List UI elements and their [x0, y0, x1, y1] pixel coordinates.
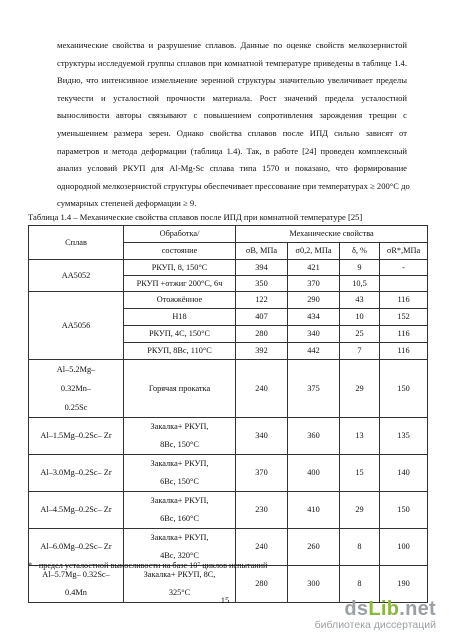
- table-row: [29, 260, 428, 276]
- cell-sf: [380, 276, 428, 292]
- cell-d: 43: [340, 292, 380, 309]
- cell-sf: 116: [380, 326, 428, 343]
- cell-s02: 290: [288, 292, 340, 309]
- header-sigma-02: σ0,2, МПа: [288, 243, 340, 260]
- paragraph-line: структуры исследуемой группы сплавов при комнатной температуре приведены в таблице 1.4.: [57, 57, 407, 68]
- cell-alloy: Al–1.5Mg–0.2Sc– Zr: [29, 418, 124, 455]
- cell-processing: Закалка+ РКУП, 4Вс, 320°С: [124, 529, 236, 566]
- cell-s02: 442: [288, 343, 340, 360]
- table-row: [29, 492, 428, 529]
- cell-processing: Горячая прокатка: [124, 360, 236, 418]
- cell-processing: РКУП, 8Вс, 110°С: [124, 343, 236, 360]
- cell-sf: 116: [380, 343, 428, 360]
- cell-sb: 122: [236, 292, 288, 309]
- header-alloy: Сплав: [29, 226, 124, 260]
- cell-sb: 392: [236, 343, 288, 360]
- cell-sf: 116: [380, 292, 428, 309]
- paragraph-line: механические свойства и разрушение сплавов. Данные по оценке свойств мелкозернистой: [57, 40, 407, 50]
- cell-s02: 410: [288, 492, 340, 529]
- cell-processing: Закалка+ РКУП, 6Вс, 160°С: [124, 492, 236, 529]
- table-caption: Таблица 1.4 – Механические свойства сплавов после ИПД при комнатной температуре [25]: [28, 212, 363, 222]
- cell-processing: Закалка+ РКУП, 6Вс, 150°С: [124, 455, 236, 492]
- cell-sf: -: [380, 260, 428, 276]
- cell-d: 25: [340, 326, 380, 343]
- table-header-row: [29, 226, 428, 243]
- cell-d: 8: [340, 566, 380, 603]
- cell-sb: 370: [236, 455, 288, 492]
- cell-processing: H18: [124, 309, 236, 326]
- cell-sb: 350: [236, 276, 288, 292]
- cell-sb: 230: [236, 492, 288, 529]
- cell-sb: 340: [236, 418, 288, 455]
- watermark-logo: [315, 598, 436, 631]
- cell-sf: 190: [380, 566, 428, 603]
- table-footnote: * - предел усталостной выносливости на базе 10⁷ циклов испытаний: [28, 561, 268, 570]
- cell-s02: 260: [288, 529, 340, 566]
- cell-alloy: АА5056: [29, 292, 124, 360]
- header-processing: состояние: [124, 243, 236, 260]
- header-processing: Обработка/: [124, 226, 236, 243]
- cell-d: 13: [340, 418, 380, 455]
- cell-s02: 421: [288, 260, 340, 276]
- cell-sf: 152: [380, 309, 428, 326]
- cell-sb: 280: [236, 326, 288, 343]
- paragraph-line: анализ условий РКУП для Al-Mg-Sc сплава типа 1570 и показано, что формирование: [57, 163, 407, 174]
- cell-d: 10,5: [340, 276, 380, 292]
- cell-s02: 400: [288, 455, 340, 492]
- cell-alloy: Al–4.5Mg–0.2Sc– Zr: [29, 492, 124, 529]
- header-props: Механические свойства: [236, 226, 428, 243]
- cell-processing: Отожжённое: [124, 292, 236, 309]
- cell-sb: 407: [236, 309, 288, 326]
- cell-sf: 150: [380, 492, 428, 529]
- cell-d: 10: [340, 309, 380, 326]
- table-row: [29, 292, 428, 309]
- paragraph-line: выносливости авторы связывают с повышением сопротивления зарождения трещин с: [57, 110, 407, 121]
- page-number: 15: [220, 595, 230, 605]
- cell-alloy: Al–3.0Mg–0.2Sc– Zr: [29, 455, 124, 492]
- cell-alloy: Al–6.0Mg–0.2Sc– Zr: [29, 529, 124, 566]
- cell-d: 15: [340, 455, 380, 492]
- cell-d: 29: [340, 360, 380, 418]
- header-sigma-f: σR*,МПа: [380, 243, 428, 260]
- cell-sf: 140: [380, 455, 428, 492]
- table-row: [29, 529, 428, 566]
- table-row: [29, 360, 428, 418]
- cell-sb: 280: [236, 566, 288, 603]
- cell-sf: 100: [380, 529, 428, 566]
- paragraph-line: суммарных степеней деформации ≥ 9.: [57, 198, 197, 209]
- cell-s02: 375: [288, 360, 340, 418]
- paragraph-line: Видно, что интенсивное измельчение зеренной структуры значительно увеличивает пределы: [57, 75, 407, 86]
- cell-processing: РКУП, 8, 150°С: [124, 260, 236, 276]
- paragraph-line: однородной мелкозернистой структуры обеспечивает прессование при температурах ≥ 200°С до: [57, 180, 410, 191]
- cell-sf: 150: [380, 360, 428, 418]
- cell-sb: 240: [236, 360, 288, 418]
- cell-sf: 135: [380, 418, 428, 455]
- paragraph-line: параметров и метода деформации (таблица 1.4). Так, в работе [24] проведен комплексный: [57, 145, 407, 156]
- header-delta: δ, %: [340, 243, 380, 260]
- cell-s02: 434: [288, 309, 340, 326]
- cell-d: 7: [340, 343, 380, 360]
- cell-processing: РКУП, 4С, 150°С: [124, 326, 236, 343]
- cell-d: 29: [340, 492, 380, 529]
- cell-alloy: АА5052: [29, 260, 124, 292]
- cell-s02: 300: [288, 566, 340, 603]
- cell-s02: 370: [288, 276, 340, 292]
- paragraph-line: уменьшением размера зерен. Однако свойства сплавов после ИПД сильно зависят от: [57, 127, 407, 138]
- cell-processing: Закалка+ РКУП, 8Вс, 150°С: [124, 418, 236, 455]
- cell-alloy: Al–5.2Mg– 0.32Mn– 0.25Sc: [29, 360, 124, 418]
- paragraph-line: текучести и усталостной прочности материала. Рост значений предела усталостной: [57, 92, 407, 103]
- cell-processing: РКУП +отжиг 200°С, 6ч: [124, 276, 236, 292]
- cell-sb: 240: [236, 529, 288, 566]
- cell-alloy: Al–5.7Mg– 0.32Sc–0.4Mn: [29, 566, 124, 603]
- table-row: [29, 455, 428, 492]
- watermark-brand: dsLib.net: [344, 598, 436, 620]
- body-paragraph: [57, 37, 410, 213]
- table-row: [29, 418, 428, 455]
- cell-d: 9: [340, 260, 380, 276]
- header-sigma-b: σB, МПа: [236, 243, 288, 260]
- cell-processing: Закалка+ РКУП, 8С, 325°С: [124, 566, 236, 603]
- cell-s02: 340: [288, 326, 340, 343]
- properties-table: [28, 225, 428, 603]
- cell-sb: 394: [236, 260, 288, 276]
- watermark-subtitle: библиотека диссертаций: [314, 619, 436, 631]
- cell-d: 8: [340, 529, 380, 566]
- cell-s02: 360: [288, 418, 340, 455]
